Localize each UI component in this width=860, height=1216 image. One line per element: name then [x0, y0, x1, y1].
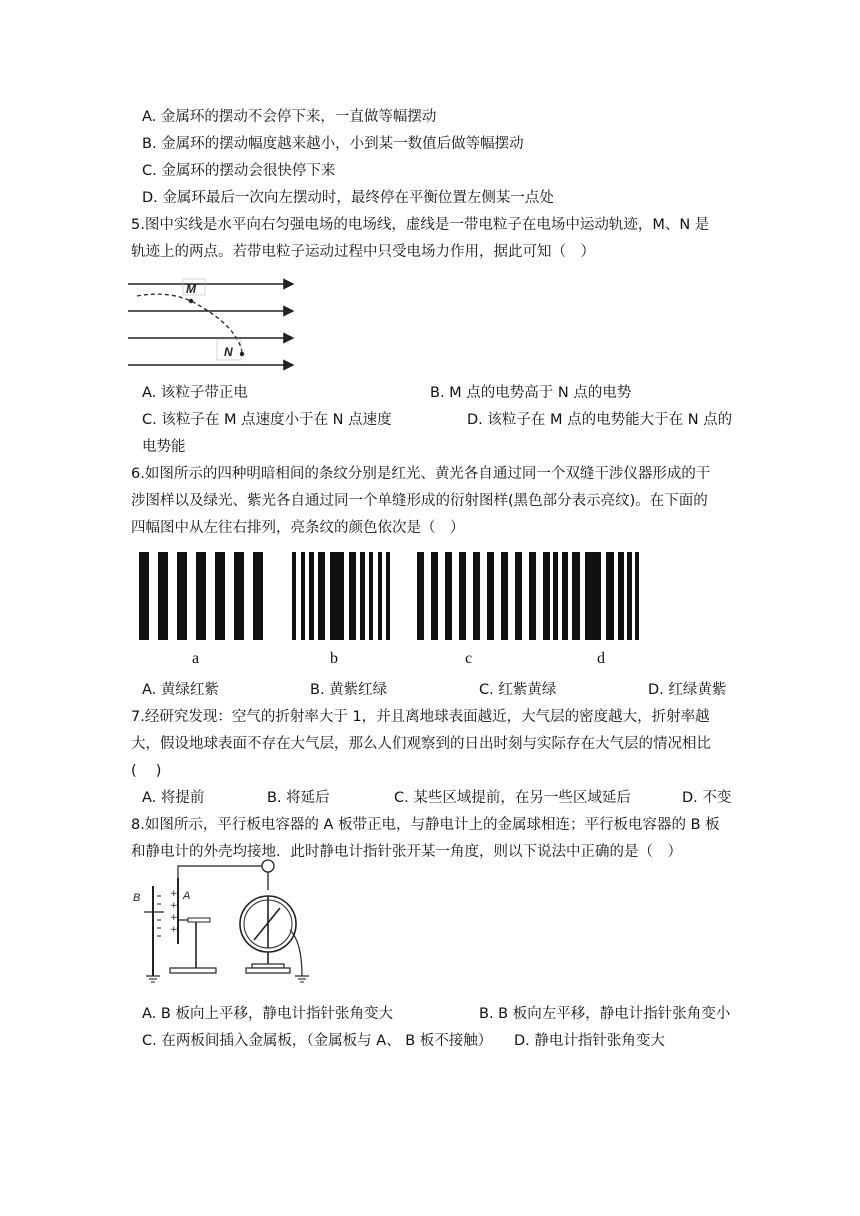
svg-text:+: +	[170, 925, 178, 935]
fringe-bar	[545, 552, 549, 640]
fringe-bar	[618, 552, 624, 640]
q7-stem-line2: 大，假设地球表面不存在大气层，那么人们观察到的日出时刻与实际存在大气层的情况相比	[131, 736, 711, 752]
q6-option-b: B. 黄紫红绿	[310, 682, 388, 698]
fringe-bar	[360, 552, 365, 640]
q8-stem-line1: 8.如图所示，平行板电容器的 A 板带正电，与静电计上的金属球相连；平行板电容器的 B 板	[131, 817, 720, 833]
fringe-bar	[330, 552, 344, 640]
q8-option-a: A. B 板向上平移，静电计指针张角变大	[142, 1006, 393, 1022]
label-b: B	[133, 892, 141, 904]
fringe-bar	[177, 552, 187, 640]
plate-b	[144, 886, 164, 976]
fringe-bar	[606, 552, 614, 640]
q5-option-b: B. M 点的电势高于 N 点的电势	[430, 385, 632, 401]
q6-stem-line2: 涉图样以及绿光、紫光各自通过同一个单缝形成的衍射图样(黑色部分表示亮纹)。在下面的	[131, 493, 708, 509]
fringe-bar	[318, 552, 325, 640]
q6-stem-line1: 6.如图所示的四种明暗相间的条纹分别是红光、黄光各自通过同一个双缝干涉仪器形成的干	[131, 466, 711, 482]
fringe-bar	[515, 552, 522, 640]
q7-option-d: D. 不变	[682, 790, 732, 806]
q8-capacitor-electrometer-diagram	[130, 852, 340, 992]
ground-b	[146, 976, 160, 982]
q6-option-c: C. 红紫黄绿	[479, 682, 557, 698]
panel-label-a: a	[192, 650, 200, 667]
q5-option-d-cont: 电势能	[142, 439, 186, 455]
q5-stem-line1: 5.图中实线是水平向右匀强电场的电场线，虚线是一带电粒子在电场中运动轨迹，M、N 是	[131, 217, 710, 233]
panel-label-c: c	[465, 650, 473, 667]
q5-option-a: A. 该粒子带正电	[142, 385, 248, 401]
fringe-bar	[158, 552, 168, 640]
q8-option-b: B. B 板向左平移，静电计指针张角变小	[479, 1006, 731, 1022]
svg-text:+: +	[170, 913, 178, 923]
q5-field-diagram	[125, 276, 305, 372]
q7-option-b: B. 将延后	[267, 790, 330, 806]
plate-a	[170, 878, 216, 973]
q8-option-c: C. 在两板间插入金属板，（金属板与 A、 B 板不接触）	[142, 1033, 493, 1049]
label-a: A	[183, 890, 191, 902]
fringe-bar	[309, 552, 314, 640]
q6-option-d: D. 红绿黄紫	[648, 682, 727, 698]
fringe-bar	[234, 552, 244, 640]
fringe-bar	[369, 552, 373, 640]
fringe-bar	[292, 552, 296, 640]
q4-option-b: B. 金属环的摆动幅度越来越小，小到某一数值后做等幅摆动	[142, 136, 524, 152]
q6-option-a: A. 黄绿红紫	[142, 682, 219, 698]
q4-option-c: C. 金属环的摆动会很快停下来	[142, 163, 336, 179]
q5-stem-line2: 轨迹上的两点。若带电粒子运动过程中只受电场力作用，据此可知（ ）	[131, 244, 595, 260]
fringe-bar	[139, 552, 149, 640]
fringe-bar	[431, 552, 438, 640]
q7-stem-line1: 7.经研究发现：空气的折射率大于 1，并且离地球表面越近，大气层的密度越大，折射率越	[131, 709, 710, 725]
fringe-bar	[253, 552, 263, 640]
fringe-bar	[635, 552, 639, 640]
point-n	[240, 352, 244, 356]
fringe-bar	[487, 552, 494, 640]
q7-stem-line3: ( )	[131, 763, 162, 779]
panel-label-b: b	[330, 650, 338, 667]
fringe-bar	[459, 552, 466, 640]
electrometer	[240, 860, 302, 976]
panel-label-d: d	[597, 650, 605, 667]
fringe-bar	[445, 552, 452, 640]
fringe-bar	[585, 552, 601, 640]
fringe-bar	[386, 552, 390, 640]
label-n: N	[224, 345, 233, 359]
fringe-bar	[553, 552, 558, 640]
q8-stem-line2: 和静电计的外壳均接地．此时静电计指针张开某一角度，则以下说法中正确的是（ ）	[131, 844, 682, 860]
q4-option-d: D. 金属环最后一次向左摆动时，最终停在平衡位置左侧某一点处	[142, 190, 554, 206]
fringe-bar	[301, 552, 305, 640]
label-m: M	[186, 282, 196, 296]
fringe-bar	[215, 552, 225, 640]
q4-option-a: A. 金属环的摆动不会停下来，一直做等幅摆动	[142, 109, 437, 125]
q7-option-c: C. 某些区域提前，在另一些区域延后	[394, 790, 631, 806]
svg-text:+: +	[170, 889, 178, 899]
q5-option-d: D. 该粒子在 M 点的电势能大于在 N 点的	[467, 412, 733, 428]
fringe-bar	[501, 552, 508, 640]
fringe-bar	[627, 552, 632, 640]
svg-text:+: +	[170, 901, 178, 911]
fringe-bar	[529, 552, 536, 640]
q6-fringe-patterns	[135, 550, 655, 670]
ground-electrometer	[295, 976, 309, 982]
fringe-bar	[196, 552, 206, 640]
fringe-bar	[473, 552, 480, 640]
q5-option-c: C. 该粒子在 M 点速度小于在 N 点速度	[142, 412, 392, 428]
point-m	[189, 299, 193, 303]
connecting-wire	[178, 866, 262, 878]
q8-option-d: D. 静电计指针张角变大	[514, 1033, 665, 1049]
fringe-bar	[572, 552, 580, 640]
fringe-bar	[417, 552, 424, 640]
q7-option-a: A. 将提前	[142, 790, 205, 806]
fringe-bar	[562, 552, 568, 640]
fringe-bar	[349, 552, 356, 640]
fringe-bar	[378, 552, 382, 640]
q6-stem-line3: 四幅图中从左往右排列，亮条纹的颜色依次是（ ）	[131, 520, 465, 536]
